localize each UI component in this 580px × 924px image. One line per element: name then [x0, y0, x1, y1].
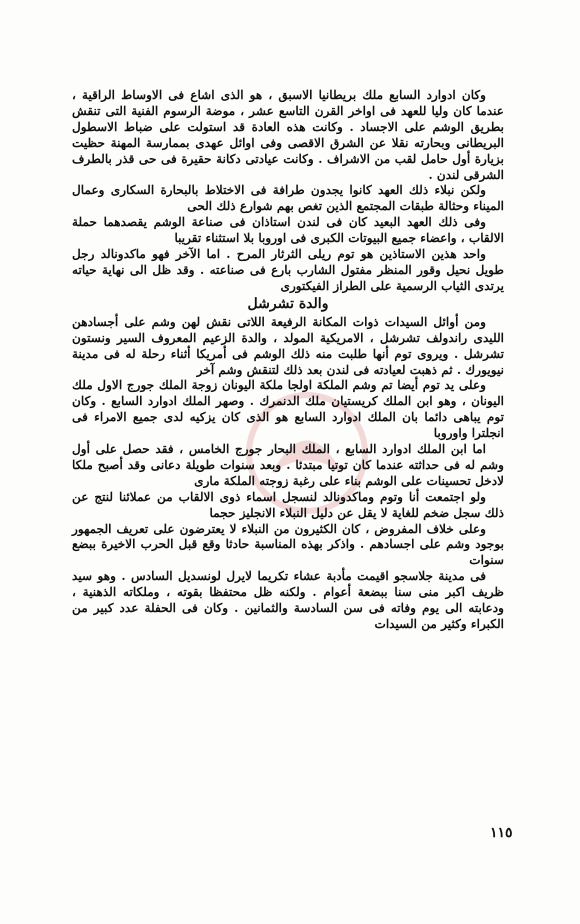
paragraph-edward-vii: وكان ادوارد السابع ملك بريطانيا الاسبق ، هو الذى اشاع فى الاوساط الراقية ، عندما كان وليا للعهد فى اواخر القرن التاسع عشر ، موضة الرسوم الفنية التى تنقش بطريق الوشم على الاجساد . وكانت هذه العادة قد استولت على ضباط الاسطول البريطانى وبحارته نقلا عن الشرق الاقصى وفى اوائل عهدى بممارسة المهنة حظيت بزيارة أول حامل لقب من الاشراف . وكانت عيادتى دكانة حقيرة فى حى قذر بالطرف الشرقى لندن .: [72, 88, 504, 182]
section-heading: والدة تشرشل: [247, 295, 329, 312]
page-number: ١١٥: [490, 825, 513, 841]
paragraph-george-v: اما ابن الملك ادوارد السابع ، الملك البحار جورج الخامس ، فقد حصل على أول وشم له فى حداثته عندما كان توتيا مبتدئا . وبعد سنوات طويلة دعانى وقد أصبح ملكا لادخل تحسينات على الوشم بناء على رغبة زوجته الملكة مارى: [72, 442, 504, 488]
paragraph-public: وعلى خلاف المفروض ، كان الكثيرون من النبلاء لا يعترضون على تعريف الجمهور بوجود وشم على اجسادهم . واذكر بهذه المناسبة حادثا وقع قبل الحرب الاخيرة ببضع سنوات: [72, 521, 504, 568]
paragraph-nobles: ولكن نبلاء ذلك العهد كانوا يجدون طرافة فى الاختلاط بالبحارة السكارى وعمال الميناء وحثالة طبقات المجتمع الذين تغص بهم شوارع ذلك الحى: [72, 183, 504, 214]
paragraph-queen-olga: وعلى يد توم أيضا تم وشم الملكة اولجا ملكة اليونان زوجة الملك جورج الاول ملك اليونان ، وهو ابن الملك كريستيان ملك الدنمرك . وصهر الملك ادوارد السابع . وكان توم يباهى دائما بان الملك ادوارد السابع هو الذى كان يزكيه لدى جميع الامراء فى انجلترا واوروبا: [72, 378, 504, 441]
main-text: [72, 88, 504, 633]
paragraph-two-masters: وفى ذلك العهد البعيد كان فى لندن استاذان فى صناعة الوشم يقصدهما حملة الالقاب ، واعضاء جميع البيوتات الكبرى فى اوروبا بلا استثناء تقريبا: [72, 215, 504, 246]
paragraph-lady-churchill: ومن أوائل السيدات ذوات المكانة الرفيعة اللاتى نقش لهن وشم على أجسادهن الليدى راندولف تشرشل ، الامريكية المولد ، والدة الزعيم المعروف السير ونستون تشرشل . ويروى توم أنها طلبت منه ذلك الوشم فى أمريكا أثناء رحلة له فى مدينة نيويورك . ثم ذهبت لعيادته فى لندن بعد ذلك لتنقش وشم آخر: [72, 314, 504, 377]
paragraph-glasgow: فى مدينة جلاسجو اقيمت مأدبة عشاء تكريما لايرل لونسديل السادس . وهو سيد ظريف اكبر منى سنا ببضعة أعوام . ولكنه ظل محتفظا بقوته ، وملكاته الذهنية ، ودعابته الى يوم وفاته فى سن السادسة والثمانين . وكان فى الحفلة عدد كبير من الكبراء وكثير من السيدات: [72, 569, 504, 631]
paragraph-macdonald: واحد هذين الاستاذين هو توم ريلى الثرثار المرح . اما الآخر فهو ماكدونالد رجل طويل نحيل وقور المنظر مفتول الشارب بارع فى صناعته . وقد ظل الى نهاية حياته يرتدى الثياب الرسمية على الطراز الفيكتورى: [72, 247, 504, 293]
paragraph-register: ولو اجتمعت أنا وتوم وماكدونالد لنسجل اسماء ذوى الالقاب من عملائنا لنتج عن ذلك سجل ضخم للغاية لا يقل عن دليل النبلاء الانجليز حجما: [72, 489, 504, 520]
